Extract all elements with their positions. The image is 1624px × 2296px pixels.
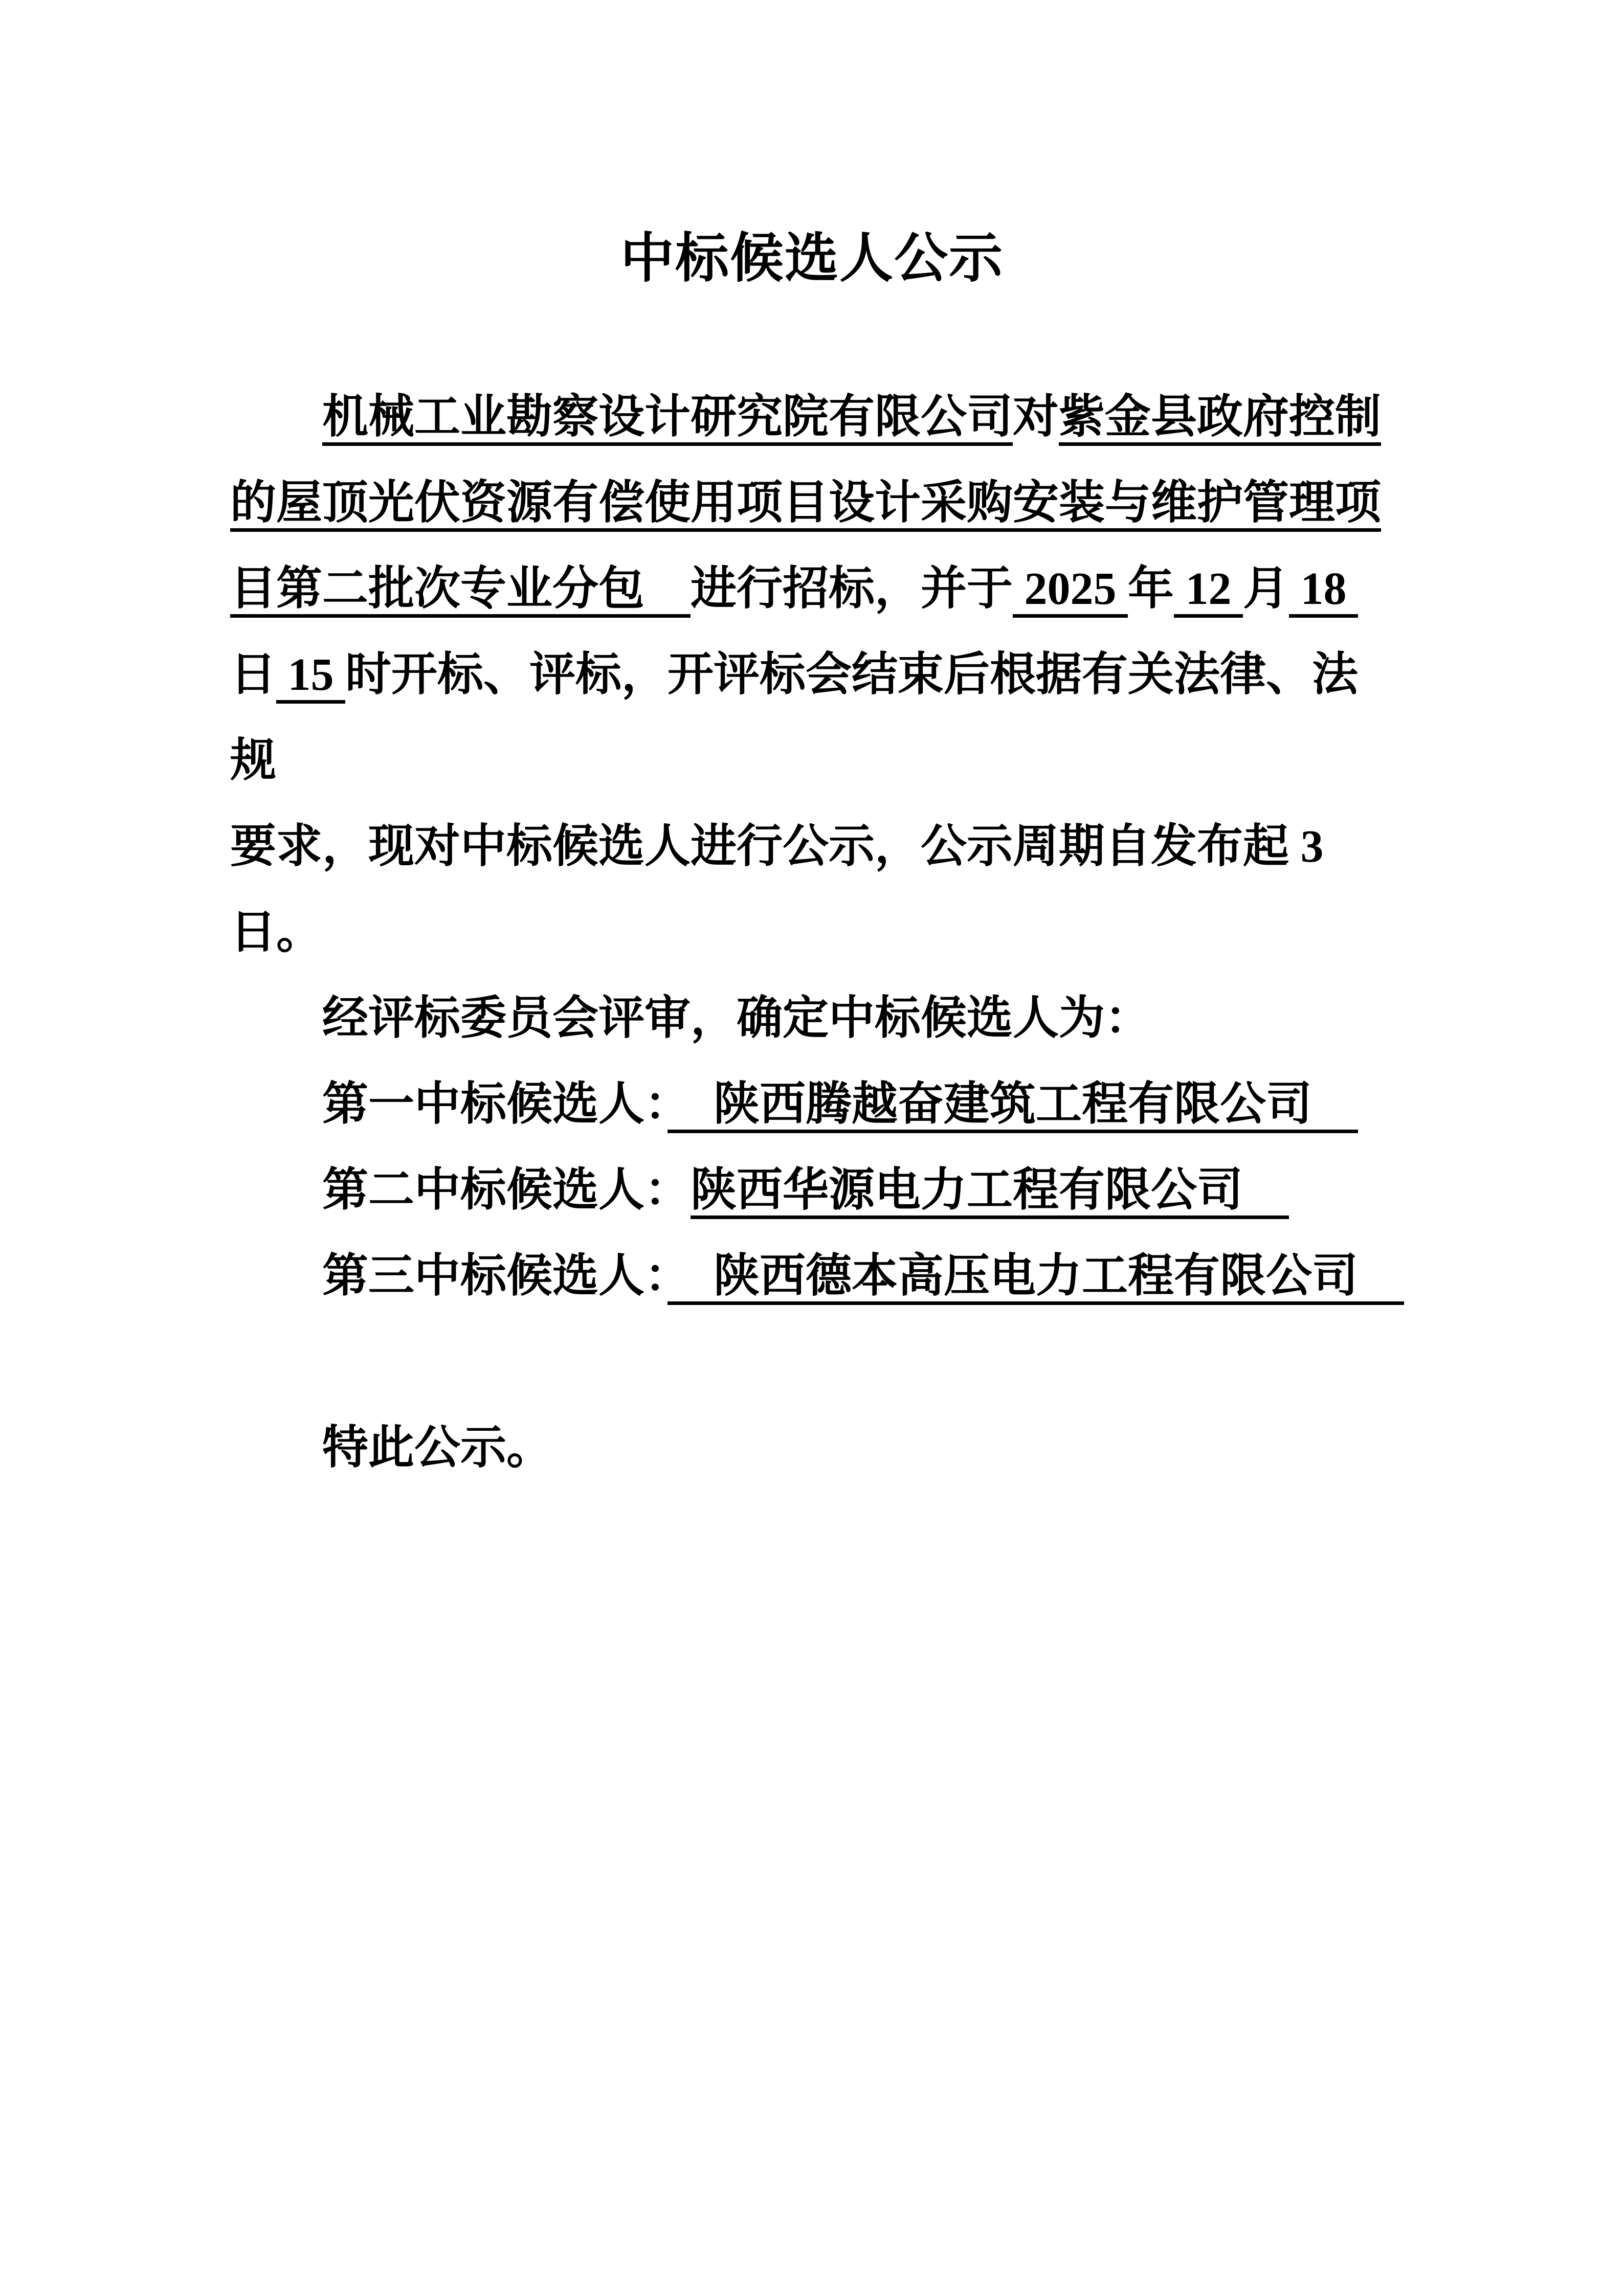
evaluation-intro-line — [230, 976, 1394, 1062]
paragraph-line-2 — [230, 460, 1394, 546]
closing-text: 特此公示。 — [322, 1423, 552, 1474]
publicity-period-text: 要求，现对中标候选人进行公示，公示周期自发布起 3 日。 — [230, 821, 1335, 958]
day-value: 18 — [1289, 564, 1358, 615]
year-value: 2025 — [1013, 564, 1128, 615]
candidate-3-company-name: 陕西德本高压电力工程有限公司 — [668, 1251, 1404, 1302]
candidate-2-label: 第二中标候选人： — [322, 1165, 691, 1216]
tender-text: 进行招标，并于 — [691, 564, 1013, 615]
project-name-part-2: 的屋顶光伏资源有偿使用项目设计采购安装与维护管理项 — [230, 478, 1381, 529]
candidate-2-line — [230, 1147, 1394, 1233]
candidate-2-company-name: 陕西华源电力工程有限公司 — [691, 1165, 1289, 1216]
year-label: 年 — [1128, 564, 1174, 615]
candidate-1-label: 第一中标候选人： — [322, 1079, 668, 1130]
evaluation-intro-text: 经评标委员会评审，确定中标候选人为： — [322, 993, 1151, 1044]
paragraph-line-4 — [230, 632, 1394, 804]
hour-value: 15 — [276, 649, 345, 701]
blank-line — [230, 1319, 1394, 1405]
bid-opening-text: 时开标、评标，开评标会结束后根据有关法律、法规 — [230, 649, 1358, 786]
page-title: 中标候选人公示 — [620, 229, 1004, 288]
day-label: 日 — [230, 649, 276, 701]
month-label: 月 — [1243, 564, 1289, 615]
paragraph-line-5 — [230, 804, 1394, 976]
bidder-company-name: 机械工业勘察设计研究院有限公司 — [322, 392, 1013, 443]
paragraph-line-1 — [230, 374, 1394, 460]
project-name-part-1: 紫金县政府控制 — [1059, 392, 1381, 443]
project-name-part-3: 目第二批次专业分包 — [230, 564, 691, 615]
candidate-3-label: 第三中标候选人： — [322, 1251, 668, 1302]
candidate-1-line — [230, 1062, 1394, 1147]
connector-text: 对 — [1013, 392, 1059, 443]
candidate-1-company-name: 陕西腾越奋建筑工程有限公司 — [668, 1079, 1358, 1130]
candidate-3-line — [230, 1233, 1404, 1319]
closing-line — [230, 1405, 1394, 1491]
month-value: 12 — [1174, 564, 1243, 615]
paragraph-line-3 — [230, 546, 1394, 632]
